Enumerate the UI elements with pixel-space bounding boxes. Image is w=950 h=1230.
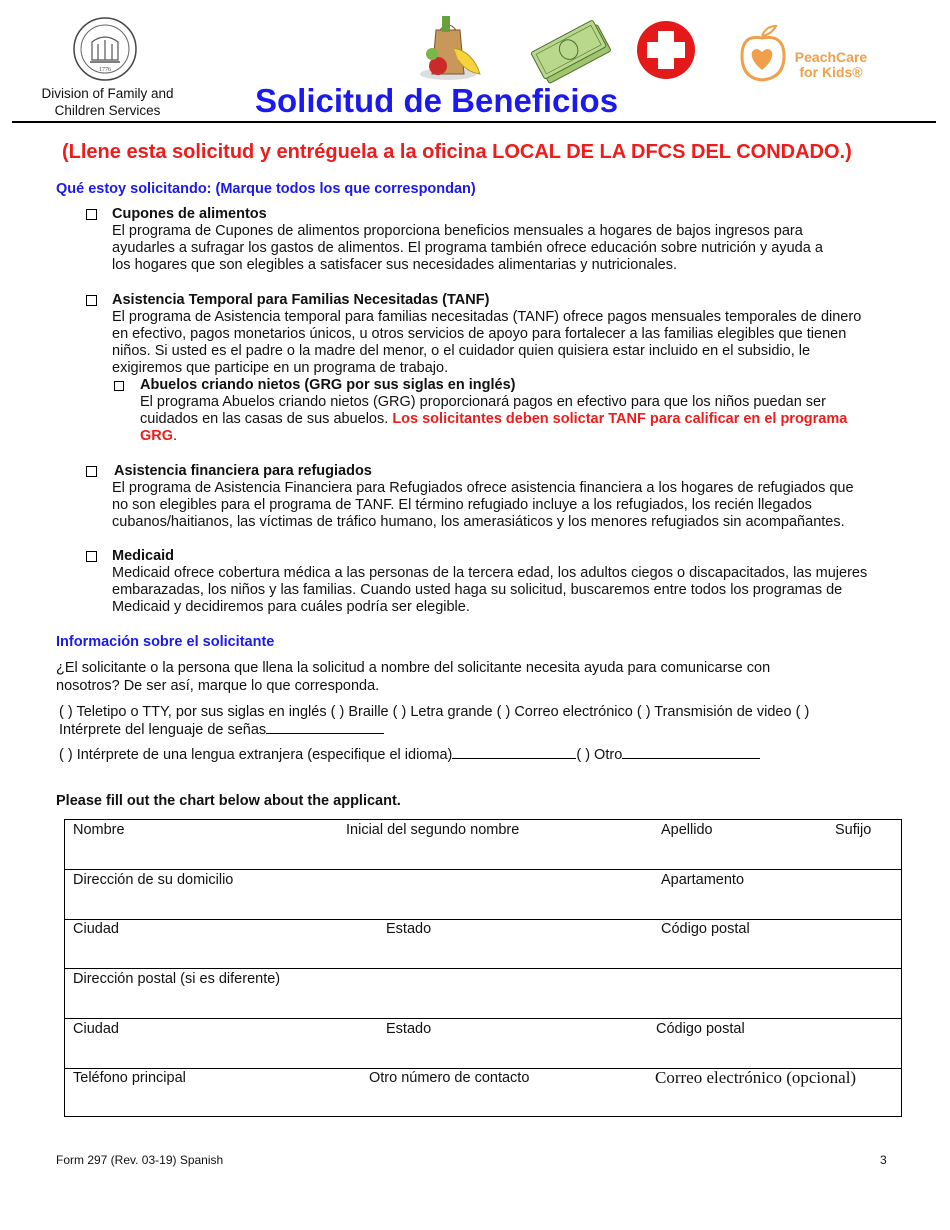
desc-line: los hogares que son elegibles a satisfacer sus necesidades alimentarias y nutricionales.	[112, 257, 678, 273]
division-line-1: Division of Family and	[41, 86, 174, 101]
sign-language-blank[interactable]	[266, 721, 384, 734]
table-row	[65, 1019, 901, 1069]
desc-line: niños. Si usted es el padre o la madre del menor, o el cuidador quien quisiera estar incluido en el subsidio, le	[112, 343, 811, 359]
field-suffix[interactable]: Sufijo	[835, 822, 872, 838]
grg-requirement-note-end: GRG	[140, 428, 174, 444]
table-row	[65, 1068, 901, 1118]
field-state[interactable]: Estado	[386, 921, 432, 937]
field-last-name[interactable]: Apellido	[661, 822, 713, 838]
field-apartment[interactable]: Apartamento	[661, 872, 745, 888]
checkbox-refugee-assistance[interactable]	[86, 466, 97, 477]
other-blank[interactable]	[622, 746, 760, 759]
table-row	[65, 820, 901, 870]
communication-options	[59, 703, 809, 739]
page-number: 3	[880, 1153, 887, 1167]
item-title-grg: Abuelos criando nietos (GRG por sus siglas en inglés)	[140, 377, 516, 393]
field-city[interactable]: Ciudad	[73, 921, 119, 937]
desc-line: Medicaid y decidiremos para cuáles podría ser elegible.	[112, 599, 470, 615]
field-zip[interactable]: Código postal	[661, 921, 750, 937]
desc-line: no son elegibles para el programa de TANF. El término refugiado incluye a los refugiados, los recién llegados	[112, 497, 812, 513]
desc-line: ayudarles a sufragar los gastos de alimentos. El programa también ofrece educación sobre nutrición y ayuda a	[112, 240, 823, 256]
item-title-refugee-assistance: Asistencia financiera para refugiados	[114, 463, 372, 479]
desc-line: cubanos/haitianos, las víctimas de tráfico humano, los amerasiáticos y los menores refugiados sin acompañantes.	[112, 514, 845, 530]
field-mailing-state[interactable]: Estado	[386, 1021, 432, 1037]
item-title-food-stamps: Cupones de alimentos	[112, 206, 267, 222]
peachcare-line-1: PeachCare	[794, 49, 868, 65]
header-divider	[12, 121, 936, 123]
desc-line: embarazadas, los niños y las familias. Cuando usted haga su solicitud, buscaremos entre todos los programas de	[112, 582, 843, 598]
desc-line: en efectivo, pagos monetarios únicos, u otros servicios de apoyo para fortalecer a las familias elegibles que tienen	[112, 326, 847, 342]
field-home-address[interactable]: Dirección de su domicilio	[73, 872, 234, 888]
item-desc-medicaid	[112, 565, 867, 616]
peachcare-peach-icon	[738, 22, 788, 84]
table-row	[65, 919, 901, 969]
division-line-2: Children Services	[54, 103, 161, 118]
options-line	[59, 721, 809, 739]
desc-line: exigiremos que participe en un programa de trabajo.	[112, 360, 449, 376]
question-line: ¿El solicitante o la persona que llena la solicitud a nombre del solicitante necesita ayuda para comunicarse con	[56, 660, 771, 676]
interpreter-options	[59, 746, 760, 764]
question-line: nosotros? De ser así, marque lo que corresponda.	[56, 678, 380, 694]
grg-requirement-note: Los solicitantes deben solictar TANF para calificar en el programa	[392, 411, 848, 427]
request-section-heading: Qué estoy solicitando: (Marque todos los que correspondan)	[56, 181, 476, 197]
desc-period: .	[173, 428, 178, 444]
other-option[interactable]: ( ) Otro	[576, 747, 623, 763]
desc-line: El programa de Asistencia temporal para familias necesitadas (TANF) ofrece pagos mensuales temporales de dinero	[112, 309, 862, 325]
money-icon	[526, 14, 614, 84]
instructions-subtitle: (Llene esta solicitud y entréguela a la oficina LOCAL DE LA DFCS DEL CONDADO.)	[62, 141, 852, 163]
peachcare-logo-text	[791, 50, 871, 80]
language-blank[interactable]	[452, 746, 576, 759]
applicant-info-table	[64, 819, 902, 1117]
checkbox-grg[interactable]	[114, 381, 124, 391]
desc-plain-text: cuidados en las casas de sus abuelos.	[140, 411, 393, 427]
item-title-tanf: Asistencia Temporal para Familias Necesitadas (TANF)	[112, 292, 490, 308]
item-desc-food-stamps	[112, 223, 823, 274]
item-desc-refugee-assistance	[112, 480, 854, 531]
page-title: Solicitud de Beneficios	[255, 82, 619, 119]
checkbox-medicaid[interactable]	[86, 551, 97, 562]
checkbox-tanf[interactable]	[86, 295, 97, 306]
field-email[interactable]: Correo electrónico (opcional)	[655, 1068, 857, 1087]
field-middle-initial[interactable]: Inicial del segundo nombre	[346, 822, 520, 838]
seal-year: 1776	[99, 67, 111, 73]
field-first-name[interactable]: Nombre	[73, 822, 125, 838]
desc-line	[140, 411, 847, 428]
desc-line: Medicaid ofrece cobertura médica a las personas de la tercera edad, los adultos ciegos o discapacitados, las mujeres	[112, 565, 868, 581]
field-mailing-city[interactable]: Ciudad	[73, 1021, 119, 1037]
table-row	[65, 969, 901, 1019]
form-id: Form 297 (Rev. 03-19) Spanish	[56, 1153, 224, 1167]
field-other-phone[interactable]: Otro número de contacto	[369, 1070, 530, 1086]
communication-question	[56, 659, 770, 695]
chart-heading: Please fill out the chart below about the applicant.	[56, 793, 401, 809]
options-line[interactable]: ( ) Teletipo o TTY, por sus siglas en inglés ( ) Braille ( ) Letra grande ( ) Correo electrónico ( ) Transmisión de video ( )	[59, 704, 810, 720]
red-cross-icon	[636, 20, 696, 80]
foreign-language-option[interactable]: ( ) Intérprete de una lengua extranjera (especifique el idioma)	[59, 747, 453, 763]
checkbox-food-stamps[interactable]	[86, 209, 97, 220]
field-main-phone[interactable]: Teléfono principal	[73, 1070, 186, 1086]
georgia-seal-icon	[72, 16, 138, 82]
desc-line: El programa de Cupones de alimentos proporciona beneficios mensuales a hogares de bajos ingresos para	[112, 223, 803, 239]
desc-line: El programa de Asistencia Financiera para Refugiados ofrece asistencia financiera a los hogares de refugiados que	[112, 480, 854, 496]
applicant-section-heading: Información sobre el solicitante	[56, 634, 275, 650]
sign-language-option[interactable]: Intérprete del lenguaje de señas	[59, 722, 267, 738]
field-mailing-zip[interactable]: Código postal	[656, 1021, 745, 1037]
desc-line: El programa Abuelos criando nietos (GRG) proporcionará pagos en efectivo para que los niños puedan ser	[140, 394, 826, 410]
item-desc-tanf	[112, 309, 861, 377]
item-title-medicaid: Medicaid	[112, 548, 175, 564]
division-name	[20, 85, 195, 119]
peachcare-line-2: for Kids®	[799, 64, 863, 80]
desc-line	[140, 428, 847, 445]
food-bag-icon	[418, 12, 498, 82]
table-row	[65, 870, 901, 920]
field-mailing-address[interactable]: Dirección postal (si es diferente)	[73, 971, 281, 987]
item-desc-grg	[140, 394, 847, 445]
